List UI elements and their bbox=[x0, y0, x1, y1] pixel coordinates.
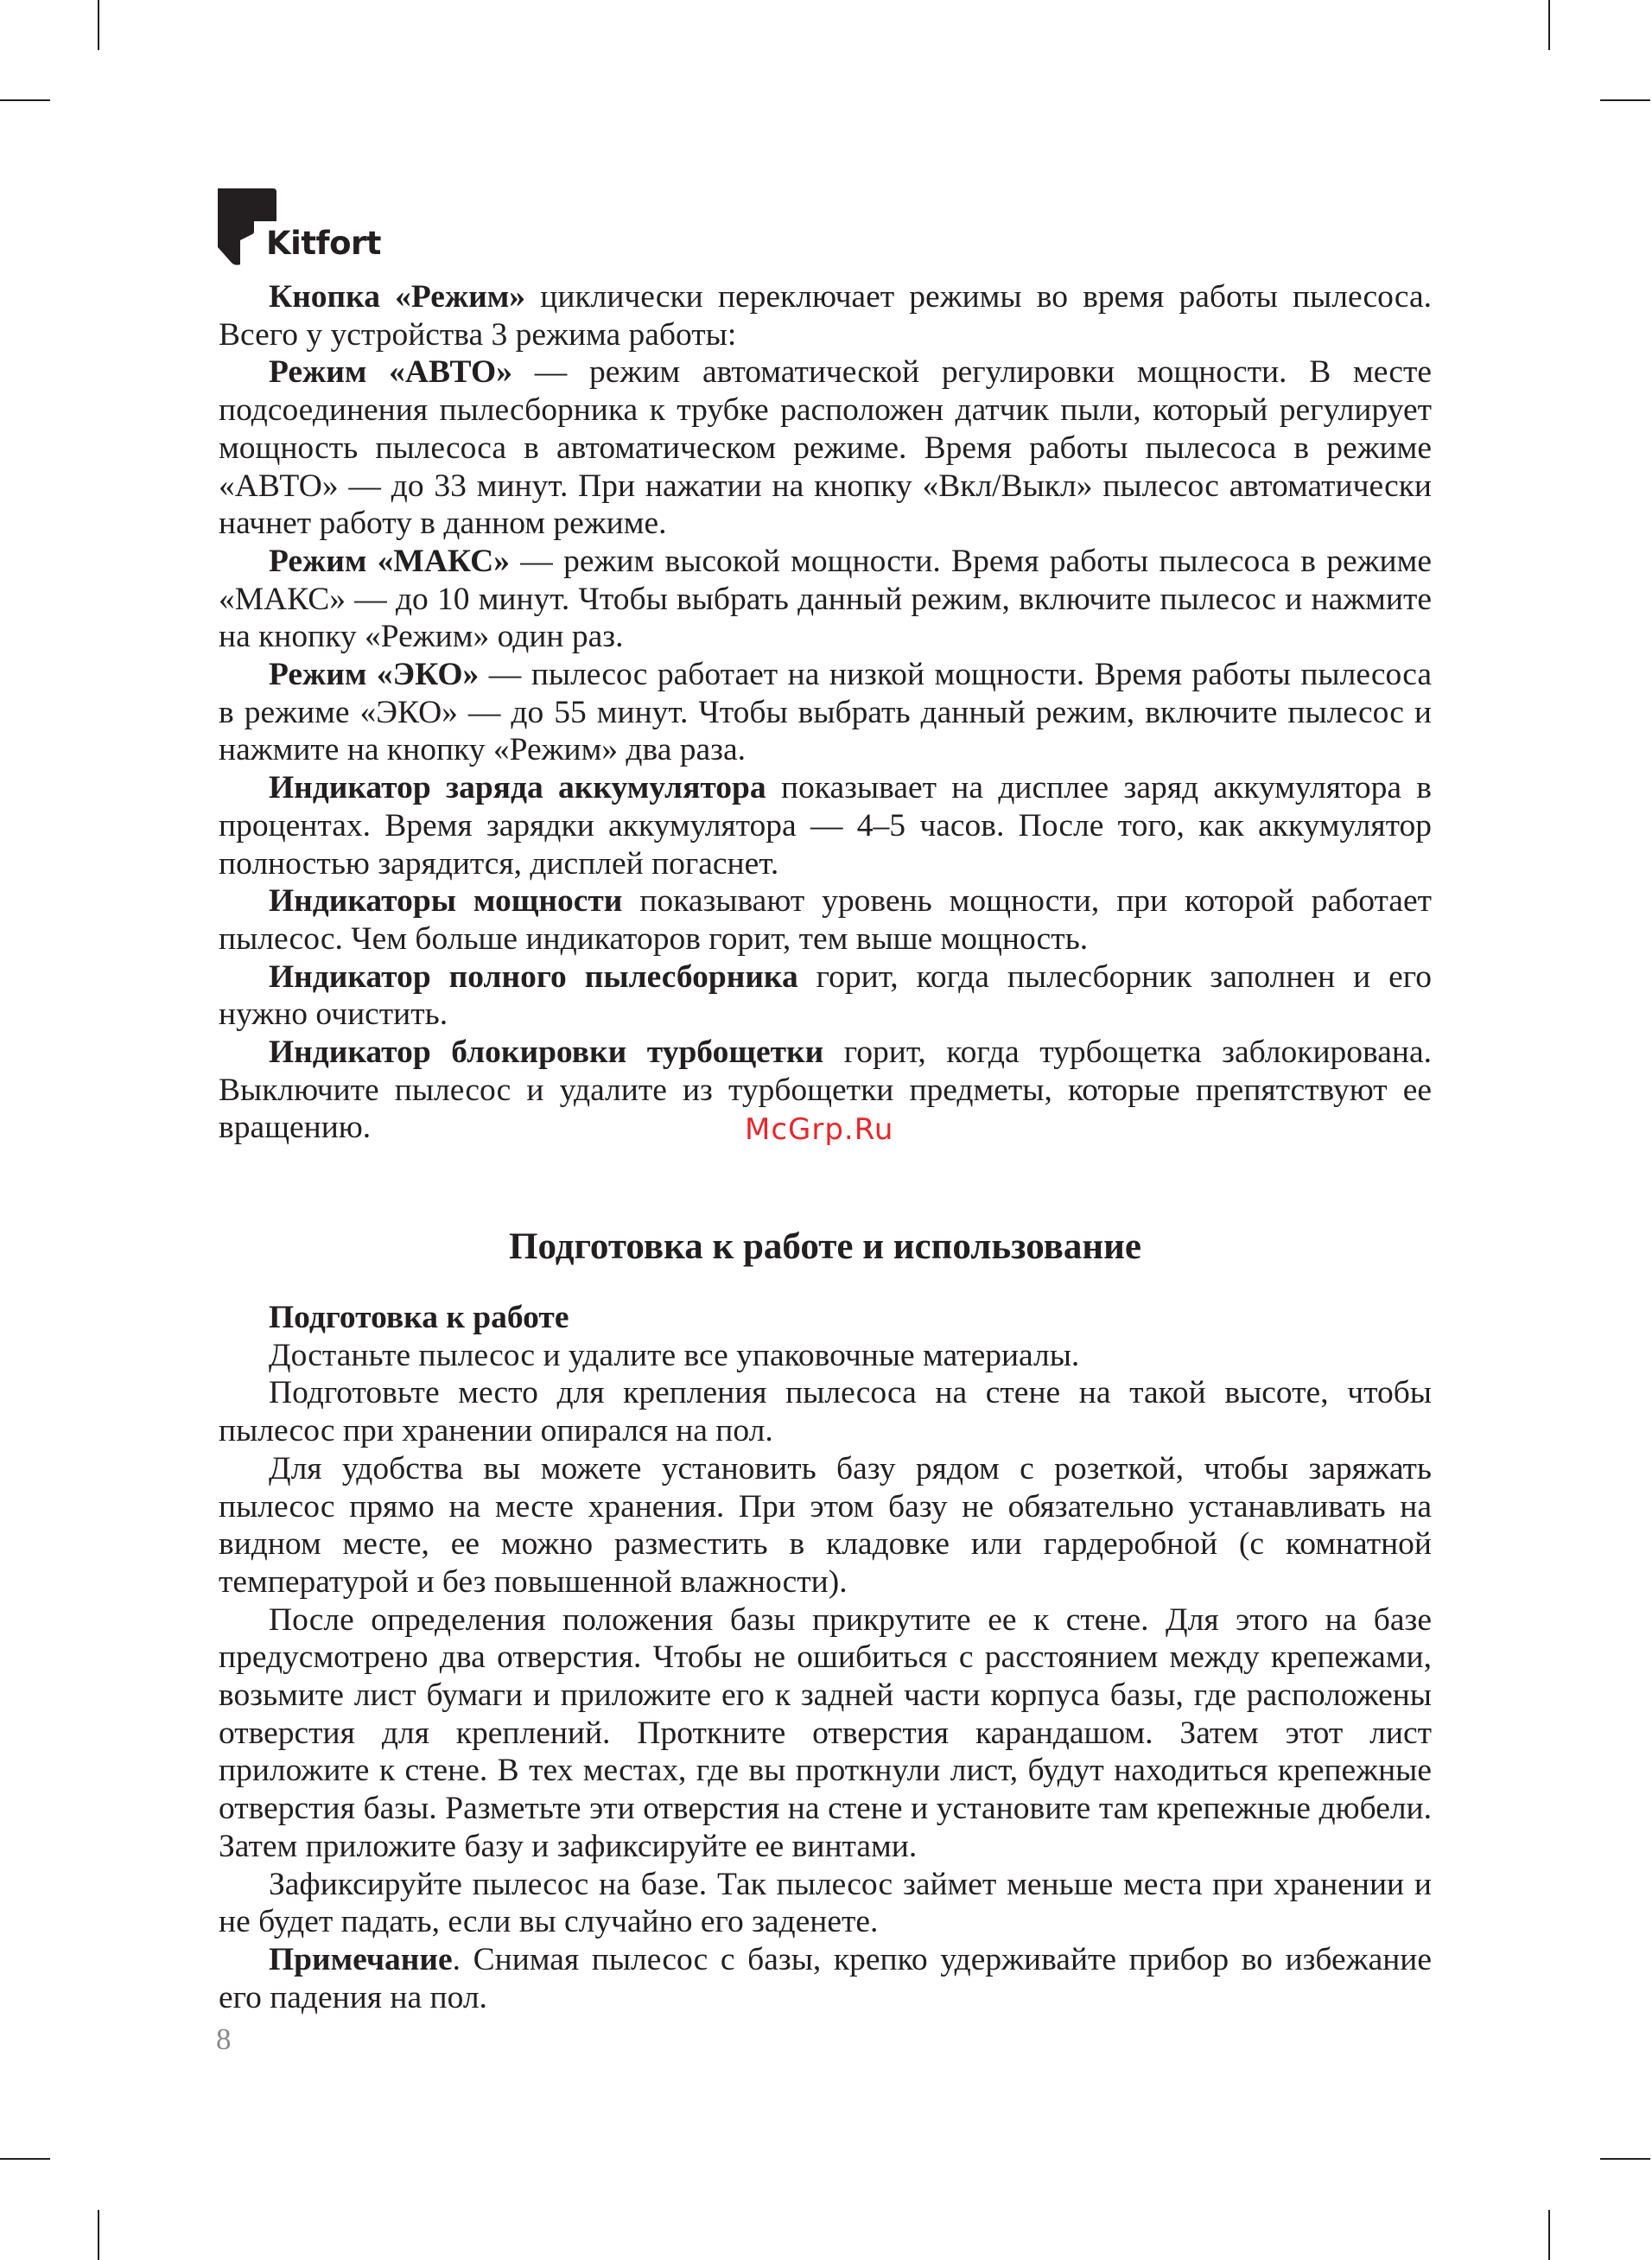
crop-mark bbox=[1548, 2210, 1550, 2260]
note-text: . Снимая пылесос с базы, крепко удерживайте прибор во избежание его падения на пол. bbox=[219, 1941, 1432, 2015]
paragraph-text: горит, когда турбощетка заблокирована. Выключите пылесос и удалите из турбощетки предметы, которые препятствуют ее вращению. bbox=[219, 1035, 1432, 1146]
paragraph-text: — пылесос работает на низкой мощности. Время работы пылесоса в режиме «ЭКО» — до 55 минут. Чтобы выбрать данный режим, включите пылесос и нажмите на кнопку «Режим» два раза. bbox=[219, 657, 1432, 768]
brand-logo bbox=[218, 188, 391, 271]
term: Индикатор полного пылесборника bbox=[269, 958, 798, 995]
term: Индикатор блокировки турбощетки bbox=[269, 1035, 824, 1071]
paragraph-power-indicators bbox=[219, 882, 1432, 958]
paragraph-eco-mode bbox=[219, 656, 1432, 769]
paragraph: После определения положения базы прикрутите ее к стене. Для этого на базе предусмотрено два отверстия. Чтобы не ошибиться с расстоянием между крепежами, возьмите лист бумаги и приложите его к задней части корпуса базы, где расположены отверстия для креплений. Проткните отверстия карандашом. Затем этот лист приложите к стене. В тех местах, где вы проткнули лист, будут находиться крепежные отверстия базы. Разметьте эти отверстия на стене и установите там крепежные дюбели. Затем приложите базу и зафиксируйте ее винтами. bbox=[219, 1601, 1432, 1864]
paragraph-mode-button bbox=[219, 278, 1432, 353]
crop-mark bbox=[0, 2158, 50, 2160]
paragraph-full-bin-indicator bbox=[219, 958, 1432, 1034]
paragraph: Зафиксируйте пылесос на базе. Так пылесос займет меньше места при хранении и не будет падать, если вы случайно его заденете. bbox=[219, 1866, 1432, 1940]
term: Индикатор заряда аккумулятора bbox=[269, 770, 766, 806]
crop-mark bbox=[0, 99, 50, 101]
paragraph: Подготовьте место для крепления пылесоса на стене на такой высоте, чтобы пылесос при хранении опирался на пол. bbox=[219, 1375, 1432, 1449]
crop-mark bbox=[98, 0, 99, 50]
term: Кнопка «Режим» bbox=[269, 279, 526, 315]
crop-mark bbox=[98, 2210, 99, 2260]
note-term: Примечание bbox=[269, 1941, 453, 1977]
paragraph-auto-mode bbox=[219, 353, 1432, 543]
paragraph-text: показывает на дисплее заряд аккумулятора в процентах. Время зарядки аккумулятора — 4–5 часов. После того, как аккумулятор полностью зарядится, дисплей погаснет. bbox=[219, 770, 1433, 882]
term: Индикаторы мощности bbox=[269, 883, 623, 920]
feature-descriptions bbox=[219, 278, 1432, 1147]
paragraph: Достаньте пылесос и удалите все упаковочные материалы. bbox=[269, 1337, 1080, 1373]
preparation-section bbox=[219, 1299, 1432, 2016]
section-title: Подготовка к работе и использование bbox=[509, 1226, 1141, 1267]
paragraph-text: циклически переключает режимы во время работы пылесоса. Всего у устройства 3 режима работы: bbox=[219, 279, 1432, 353]
brand-name: Kitfort bbox=[266, 225, 381, 262]
sub-heading: Подготовка к работе bbox=[269, 1300, 569, 1335]
paragraph-text: горит, когда пылесборник заполнен и его нужно очистить. bbox=[219, 958, 1433, 1033]
paragraph-text: — режим высокой мощности. Время работы пылесоса в режиме «МАКС» — до 10 минут. Чтобы выбрать данный режим, включите пылесос и нажмите на кнопку «Режим» один раз. bbox=[219, 543, 1432, 655]
watermark: McGrp.Ru bbox=[745, 1112, 894, 1147]
paragraph: Для удобства вы можете установить базу рядом с розеткой, чтобы заряжать пылесос прямо на месте хранения. При этом базу не обязательно устанавливать на видном месте, ее можно разместить в кладовке или гардеробной (с комнатной температурой и без повышенной влажности). bbox=[219, 1450, 1432, 1600]
note-paragraph bbox=[219, 1941, 1432, 2016]
crop-mark bbox=[1548, 0, 1550, 50]
page-number: 8 bbox=[216, 2022, 232, 2056]
paragraph-text: показывают уровень мощности, при которой работает пылесос. Чем больше индикаторов горит, тем выше мощность. bbox=[219, 883, 1432, 957]
paragraph-max-mode bbox=[219, 543, 1432, 656]
crop-mark bbox=[1600, 99, 1650, 101]
term: Режим «ЭКО» bbox=[269, 657, 480, 693]
crop-mark bbox=[1600, 2158, 1650, 2160]
term: Режим «МАКС» bbox=[269, 543, 510, 579]
paragraph-battery-indicator bbox=[219, 769, 1432, 882]
paragraph-text: — режим автоматической регулировки мощности. В месте подсоединения пылесборника к трубке расположен датчик пыли, который регулирует мощность пылесоса в автоматическом режиме. Время работы пылесоса в режиме «АВТО» — до 33 минут. При нажатии на кнопку «Вкл/Выкл» пылесос автоматически начнет работу в данном режиме. bbox=[219, 354, 1432, 542]
term: Режим «АВТО» bbox=[269, 354, 512, 391]
